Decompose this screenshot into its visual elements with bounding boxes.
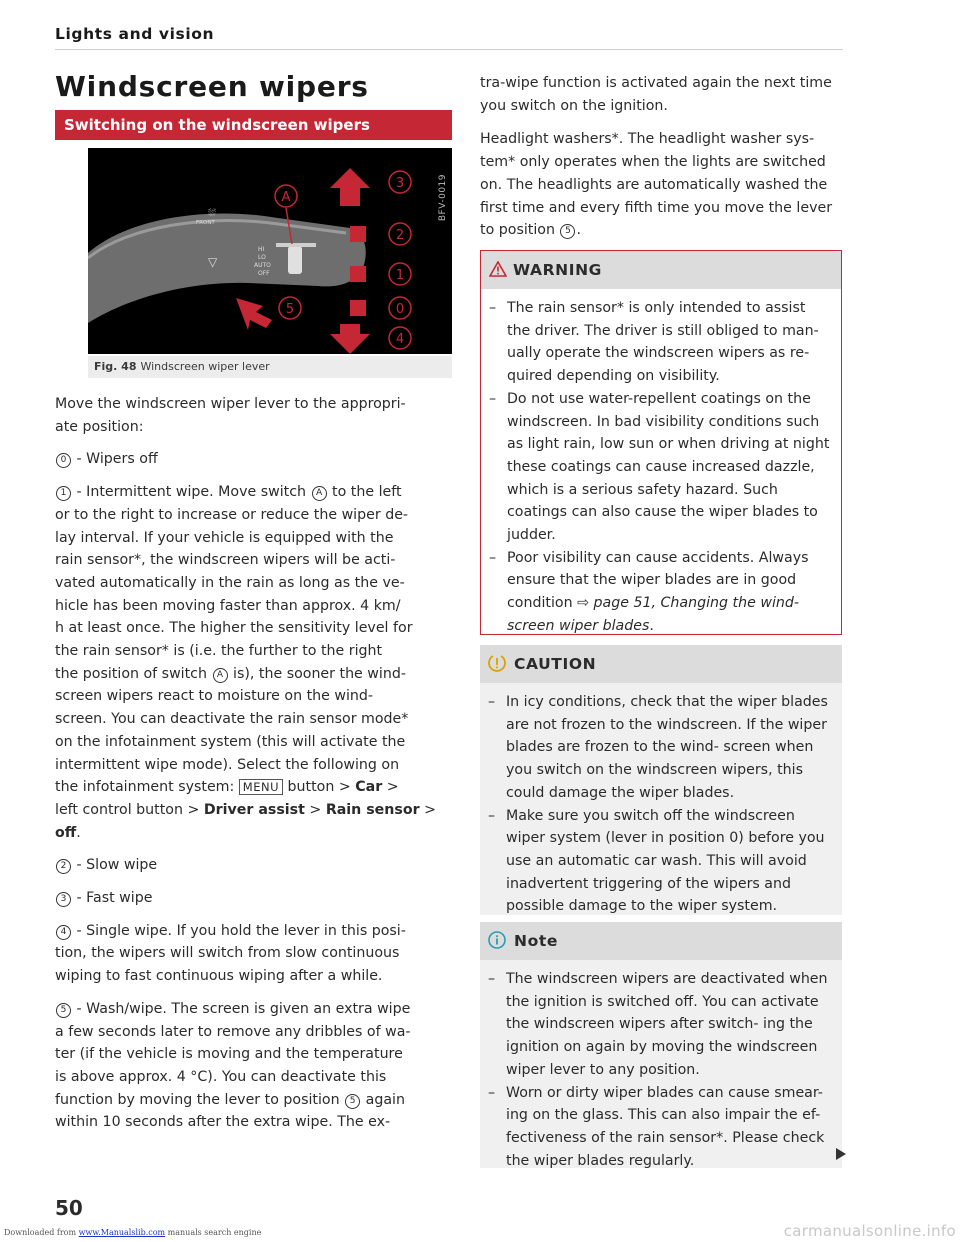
- hw-line: tem* only operates when the lights are switched: [480, 154, 826, 171]
- lever-auto-label: AUTO: [254, 262, 271, 269]
- caution-item: – Make sure you switch off the windscreen wiper system (lever in position 0) before you use an automatic car wash. This will avoid inadvertent triggering of the wipers and possible damage to the wiper system.: [488, 805, 834, 919]
- position-4-label: 4: [395, 332, 405, 347]
- p1-e-post: >: [419, 801, 436, 818]
- warning-item: – Do not use water-repellent coatings on the windscreen. In bad visibility conditions such as light rain, low sun or when driving at night these coatings can cause increased dazzle, which is a serious safety hazard. Such coatings can also cause the wiper blades to judder.: [489, 388, 833, 547]
- continuation-line-1: tra-wipe function is activated again the next time: [480, 75, 832, 91]
- position-3-paragraph: [55, 887, 455, 910]
- p5-line: within 10 seconds after the extra wipe. The ex-: [55, 1114, 391, 1131]
- info-icon: [488, 931, 506, 949]
- p1-line: hicle has been moving faster than approx. 4 km/: [55, 597, 401, 614]
- lever-wash-icon: ▽: [208, 255, 218, 269]
- position-4-symbol: 4: [56, 925, 71, 940]
- header-divider: [55, 49, 843, 50]
- caution-box: [480, 645, 842, 915]
- position-1-square: [350, 266, 366, 282]
- warning-item-3-post: .: [649, 617, 654, 634]
- position-3-text: - Fast wipe: [72, 890, 153, 907]
- p1-d-pre: the infotainment system:: [55, 779, 239, 796]
- figure-caption: [88, 356, 452, 378]
- lever-off-label: OFF: [258, 270, 270, 277]
- lever-hi-label: HI: [258, 246, 265, 253]
- lever-switch-track: [276, 243, 316, 247]
- p1-d-mid: button >: [283, 779, 356, 796]
- footer-suffix: manuals search engine: [165, 1228, 262, 1237]
- position-1-symbol: 1: [56, 486, 71, 501]
- position-3-label: 3: [395, 176, 405, 191]
- position-5-label: 5: [285, 302, 295, 317]
- hw-last-post: .: [576, 222, 581, 239]
- warning-list: [481, 289, 841, 638]
- warning-box: [480, 250, 842, 635]
- warning-item-3-pre: Poor visibility can cause accidents. Always ensure that the wiper blades are in good condition: [507, 549, 809, 612]
- position-1-paragraph: [55, 481, 455, 844]
- subheading-bar: Switching on the windscreen wipers: [55, 110, 452, 140]
- left-column: [55, 393, 455, 1134]
- position-0-square: [350, 300, 366, 316]
- p1-c-pre: the position of switch: [55, 665, 212, 682]
- position-4-paragraph: [55, 920, 455, 988]
- p1-line: intermittent wipe mode). Select the following on: [55, 756, 400, 773]
- lever-wash-glyph: ⛆: [208, 208, 216, 219]
- caution-circle-icon: [488, 654, 506, 672]
- hw-line: on. The headlights are automatically washed the: [480, 176, 828, 193]
- position-5-symbol: 5: [56, 1003, 71, 1018]
- p1-c-post: is), the sooner the wind-: [228, 665, 406, 682]
- headlight-washers-paragraph: [480, 128, 845, 242]
- hw-line: first time and every fifth time you move the lever: [480, 199, 833, 216]
- switch-a-symbol: A: [213, 668, 228, 683]
- position-0-symbol: 0: [56, 453, 71, 468]
- menu-off: off: [55, 824, 77, 841]
- p1-line: on the infotainment system (this will activate the: [55, 733, 406, 750]
- warning-item: – The rain sensor* is only intended to assist the driver. The driver is still obliged to man- ually operate the windscreen wipers as re- quired depending on visibility.: [489, 297, 833, 388]
- p1-line: rain sensor*, the windscreen wipers will be acti-: [55, 552, 396, 569]
- p1-b: to the left: [327, 484, 402, 501]
- position-0-text: - Wipers off: [72, 451, 158, 468]
- continue-arrow-icon: [836, 1148, 846, 1160]
- hw-last-pre: to position: [480, 222, 560, 239]
- lever-front-label: FRONT: [196, 220, 215, 226]
- position-2-symbol: 2: [56, 859, 71, 874]
- p5-a: - Wash/wipe. The screen is given an extra wipe: [72, 1000, 411, 1017]
- page-number: 50: [55, 1196, 83, 1220]
- position-1-label: 1: [395, 268, 405, 283]
- caution-header: [480, 645, 842, 683]
- hw-line: Headlight washers*. The headlight washer sys-: [480, 131, 815, 148]
- right-column: [480, 72, 845, 242]
- position-5-symbol: 5: [345, 1094, 360, 1109]
- menu-rain-sensor: Rain sensor: [325, 801, 420, 818]
- position-0-paragraph: [55, 448, 455, 471]
- download-footer: [4, 1228, 261, 1237]
- warning-header: [481, 251, 841, 289]
- page-heading: Windscreen wipers: [55, 70, 369, 103]
- p1-a: - Intermittent wipe. Move switch: [72, 484, 311, 501]
- position-2-square: [350, 226, 366, 242]
- position-0-label: 0: [395, 302, 405, 317]
- p1-line: or to the right to increase or reduce the wiper de-: [55, 506, 409, 523]
- wiper-lever-figure: [88, 148, 452, 354]
- menu-driver-assist: Driver assist: [203, 801, 305, 818]
- figure-code: BFV-0019: [438, 174, 448, 222]
- menu-car: Car: [355, 779, 383, 796]
- warning-triangle-icon: [489, 261, 507, 277]
- p1-e-pre: left control button >: [55, 801, 204, 818]
- note-box: [480, 922, 842, 1168]
- manualslib-link[interactable]: www.Manualslib.com: [78, 1228, 166, 1237]
- menu-period: .: [76, 824, 81, 841]
- lever-switch-slider: [288, 246, 302, 274]
- arrow-pull-icon: [236, 298, 272, 330]
- cross-reference-link[interactable]: ⇨ page 51, Changing the wind- screen wiper blades: [507, 595, 800, 634]
- position-2-paragraph: [55, 854, 455, 877]
- footer-prefix: Downloaded from: [4, 1228, 79, 1237]
- p1-line: the rain sensor* is (i.e. the further to the right: [55, 643, 383, 660]
- p1-line: screen. You can deactivate the rain sensor mode*: [55, 711, 409, 728]
- caution-item: – In icy conditions, check that the wiper blades are not frozen to the windscreen. If the wiper blades are frozen to the wind- screen when you switch on the windscreen wipers, this could damage the wiper blades.: [488, 691, 834, 805]
- menu-key: MENU: [239, 779, 283, 795]
- continuation-line-2: you switch on the ignition.: [480, 97, 668, 114]
- p5-b-post: again: [361, 1091, 405, 1108]
- note-header: [480, 922, 842, 960]
- p1-d-post: >: [382, 779, 399, 796]
- caution-list: [480, 683, 842, 918]
- p1-line: screen wipers react to moisture on the wind-: [55, 688, 374, 705]
- intro-line-1: Move the windscreen wiper lever to the appropri-: [55, 396, 406, 412]
- wiper-lever-illustration: [88, 148, 452, 354]
- section-title: Lights and vision: [55, 25, 215, 43]
- arrow-down-icon: [330, 324, 370, 354]
- position-2-text: - Slow wipe: [72, 857, 158, 874]
- intro-line-2: ate position:: [55, 418, 144, 435]
- note-title: Note: [514, 932, 558, 950]
- p5-line: ter (if the vehicle is moving and the temperature: [55, 1046, 403, 1063]
- watermark: carmanualsonline.info: [783, 1222, 956, 1240]
- position-3-symbol: 3: [56, 892, 71, 907]
- p5-b-pre: function by moving the lever to position: [55, 1091, 345, 1108]
- p1-line: h at least once. The higher the sensitivity level for: [55, 620, 413, 637]
- warning-item: [489, 547, 833, 638]
- p4-a: - Single wipe. If you hold the lever in this posi-: [72, 922, 406, 939]
- caption-label: Fig. 48: [94, 360, 137, 373]
- note-item: – Worn or dirty wiper blades can cause smear- ing on the glass. This can also impair the ef- fectiveness of the rain sensor*. Please check the wiper blades regularly.: [488, 1082, 834, 1173]
- position-2-label: 2: [395, 228, 405, 243]
- caption-text: Windscreen wiper lever: [140, 360, 270, 373]
- p4-line: wiping to fast continuous wiping after a while.: [55, 968, 383, 985]
- p5-line: a few seconds later to remove any dribbles of wa-: [55, 1023, 411, 1040]
- p1-line: vated automatically in the rain as long as the ve-: [55, 574, 405, 591]
- arrow-up-icon: [330, 168, 370, 206]
- p4-line: tion, the wipers will switch from slow continuous: [55, 945, 400, 962]
- position-5-paragraph: [55, 998, 455, 1134]
- switch-a-symbol: A: [312, 486, 327, 501]
- warning-title: WARNING: [513, 261, 602, 279]
- menu-separator: >: [304, 801, 326, 818]
- caution-title: CAUTION: [514, 655, 597, 673]
- note-list: [480, 960, 842, 1172]
- note-item: – The windscreen wipers are deactivated when the ignition is switched off. You can activate the windscreen wipers after switch- ing the ignition on again by moving the windscreen wiper lever to any position.: [488, 968, 834, 1082]
- callout-a-label: A: [281, 190, 291, 205]
- p1-line: lay interval. If your vehicle is equipped with the: [55, 529, 394, 546]
- p5-line: is above approx. 4 °C). You can deactivate this: [55, 1068, 387, 1085]
- lever-lo-label: LO: [258, 254, 266, 261]
- position-5-symbol: 5: [560, 224, 575, 239]
